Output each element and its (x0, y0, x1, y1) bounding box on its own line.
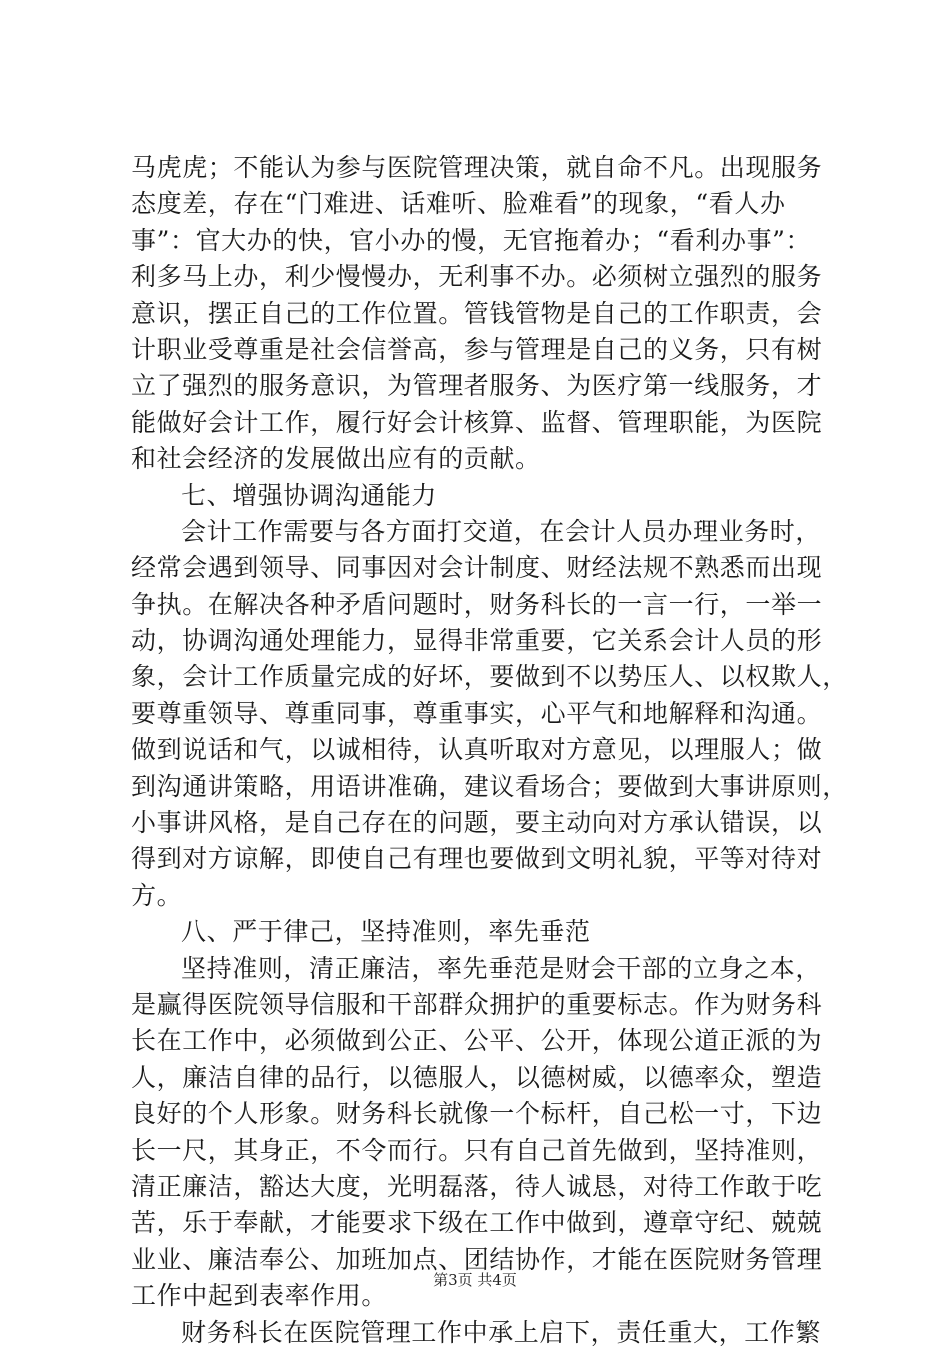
text-line: 业业、廉洁奉公、加班加点、团结协作，才能在医院财务管理 (131, 1244, 823, 1274)
text-line: 利多马上办，利少慢慢办，无利事不办。必须树立强烈的服务 (131, 262, 823, 292)
text-line: 和社会经济的发展做出应有的贡献。 (131, 444, 541, 474)
text-line: 是赢得医院领导信服和干部群众拥护的重要标志。作为财务科 (131, 989, 823, 1019)
text-line: 方。 (131, 880, 183, 910)
text-line: 能做好会计工作，履行好会计核算、监督、管理职能，为医院 (131, 407, 823, 437)
text-line: 立了强烈的服务意识，为管理者服务、为医疗第一线服务，才 (131, 371, 823, 401)
text-line: 经常会遇到领导、同事因对会计制度、财经法规不熟悉而出现 (131, 553, 823, 583)
text-line: 八、严于律己，坚持准则，率先垂范 (181, 917, 591, 947)
text-line: 财务科长在医院管理工作中承上启下，责任重大，工作繁 (181, 1317, 822, 1347)
text-line: 清正廉洁，豁达大度，光明磊落，待人诚恳，对待工作敢于吃 (131, 1171, 823, 1201)
text-line: 工作中起到表率作用。 (131, 1281, 388, 1311)
document-body (131, 150, 848, 1351)
text-line: 良好的个人形象。财务科长就像一个标杆，自己松一寸，下边 (131, 1099, 823, 1129)
text-line: 苦，乐于奉献，才能要求下级在工作中做到，遵章守纪、兢兢 (131, 1208, 823, 1238)
text-line: 意识，摆正自己的工作位置。管钱管物是自己的工作职责，会 (131, 298, 823, 328)
text-line: 长在工作中，必须做到公正、公平、公开，体现公道正派的为 (131, 1026, 823, 1056)
text-line: 象，会计工作质量完成的好坏，要做到不以势压人、以权欺人， (131, 662, 848, 692)
text-line: 做到说话和气，以诚相待，认真听取对方意见，以理服人；做 (131, 735, 823, 765)
text-line: 争执。在解决各种矛盾问题时，财务科长的一言一行，一举一 (131, 589, 823, 619)
text-line: 事”：官大办的快，官小办的慢，无官拖着办；“看利办事”： (131, 225, 812, 255)
text-line: 会计工作需要与各方面打交道，在会计人员办理业务时， (181, 516, 822, 546)
text-line: 七、增强协调沟通能力 (181, 480, 438, 510)
text-line: 态度差，存在“门难进、话难听、脸难看”的现象，“看人办 (131, 189, 786, 219)
text-line: 到沟通讲策略，用语讲准确，建议看场合；要做到大事讲原则， (131, 771, 848, 801)
text-line: 动，协调沟通处理能力，显得非常重要，它关系会计人员的形 (131, 626, 823, 656)
text-line: 要尊重领导、尊重同事，尊重事实，心平气和地解释和沟通。 (131, 698, 823, 728)
text-line: 坚持准则，清正廉洁，率先垂范是财会干部的立身之本， (181, 953, 822, 983)
text-line: 小事讲风格，是自己存在的问题，要主动向对方承认错误，以 (131, 808, 823, 838)
page-footer: 第3页 共4页 (433, 1271, 517, 1289)
text-line: 人，廉洁自律的品行，以德服人，以德树威，以德率众，塑造 (131, 1062, 823, 1092)
text-line: 得到对方谅解，即使自己有理也要做到文明礼貌，平等对待对 (131, 844, 823, 874)
text-line: 马虎虎；不能认为参与医院管理决策，就自命不凡。出现服务 (131, 153, 823, 182)
text-line: 长一尺，其身正，不令而行。只有自己首先做到，坚持准则， (131, 1135, 823, 1165)
text-line: 计职业受尊重是社会信誉高，参与管理是自己的义务，只有树 (131, 334, 823, 364)
